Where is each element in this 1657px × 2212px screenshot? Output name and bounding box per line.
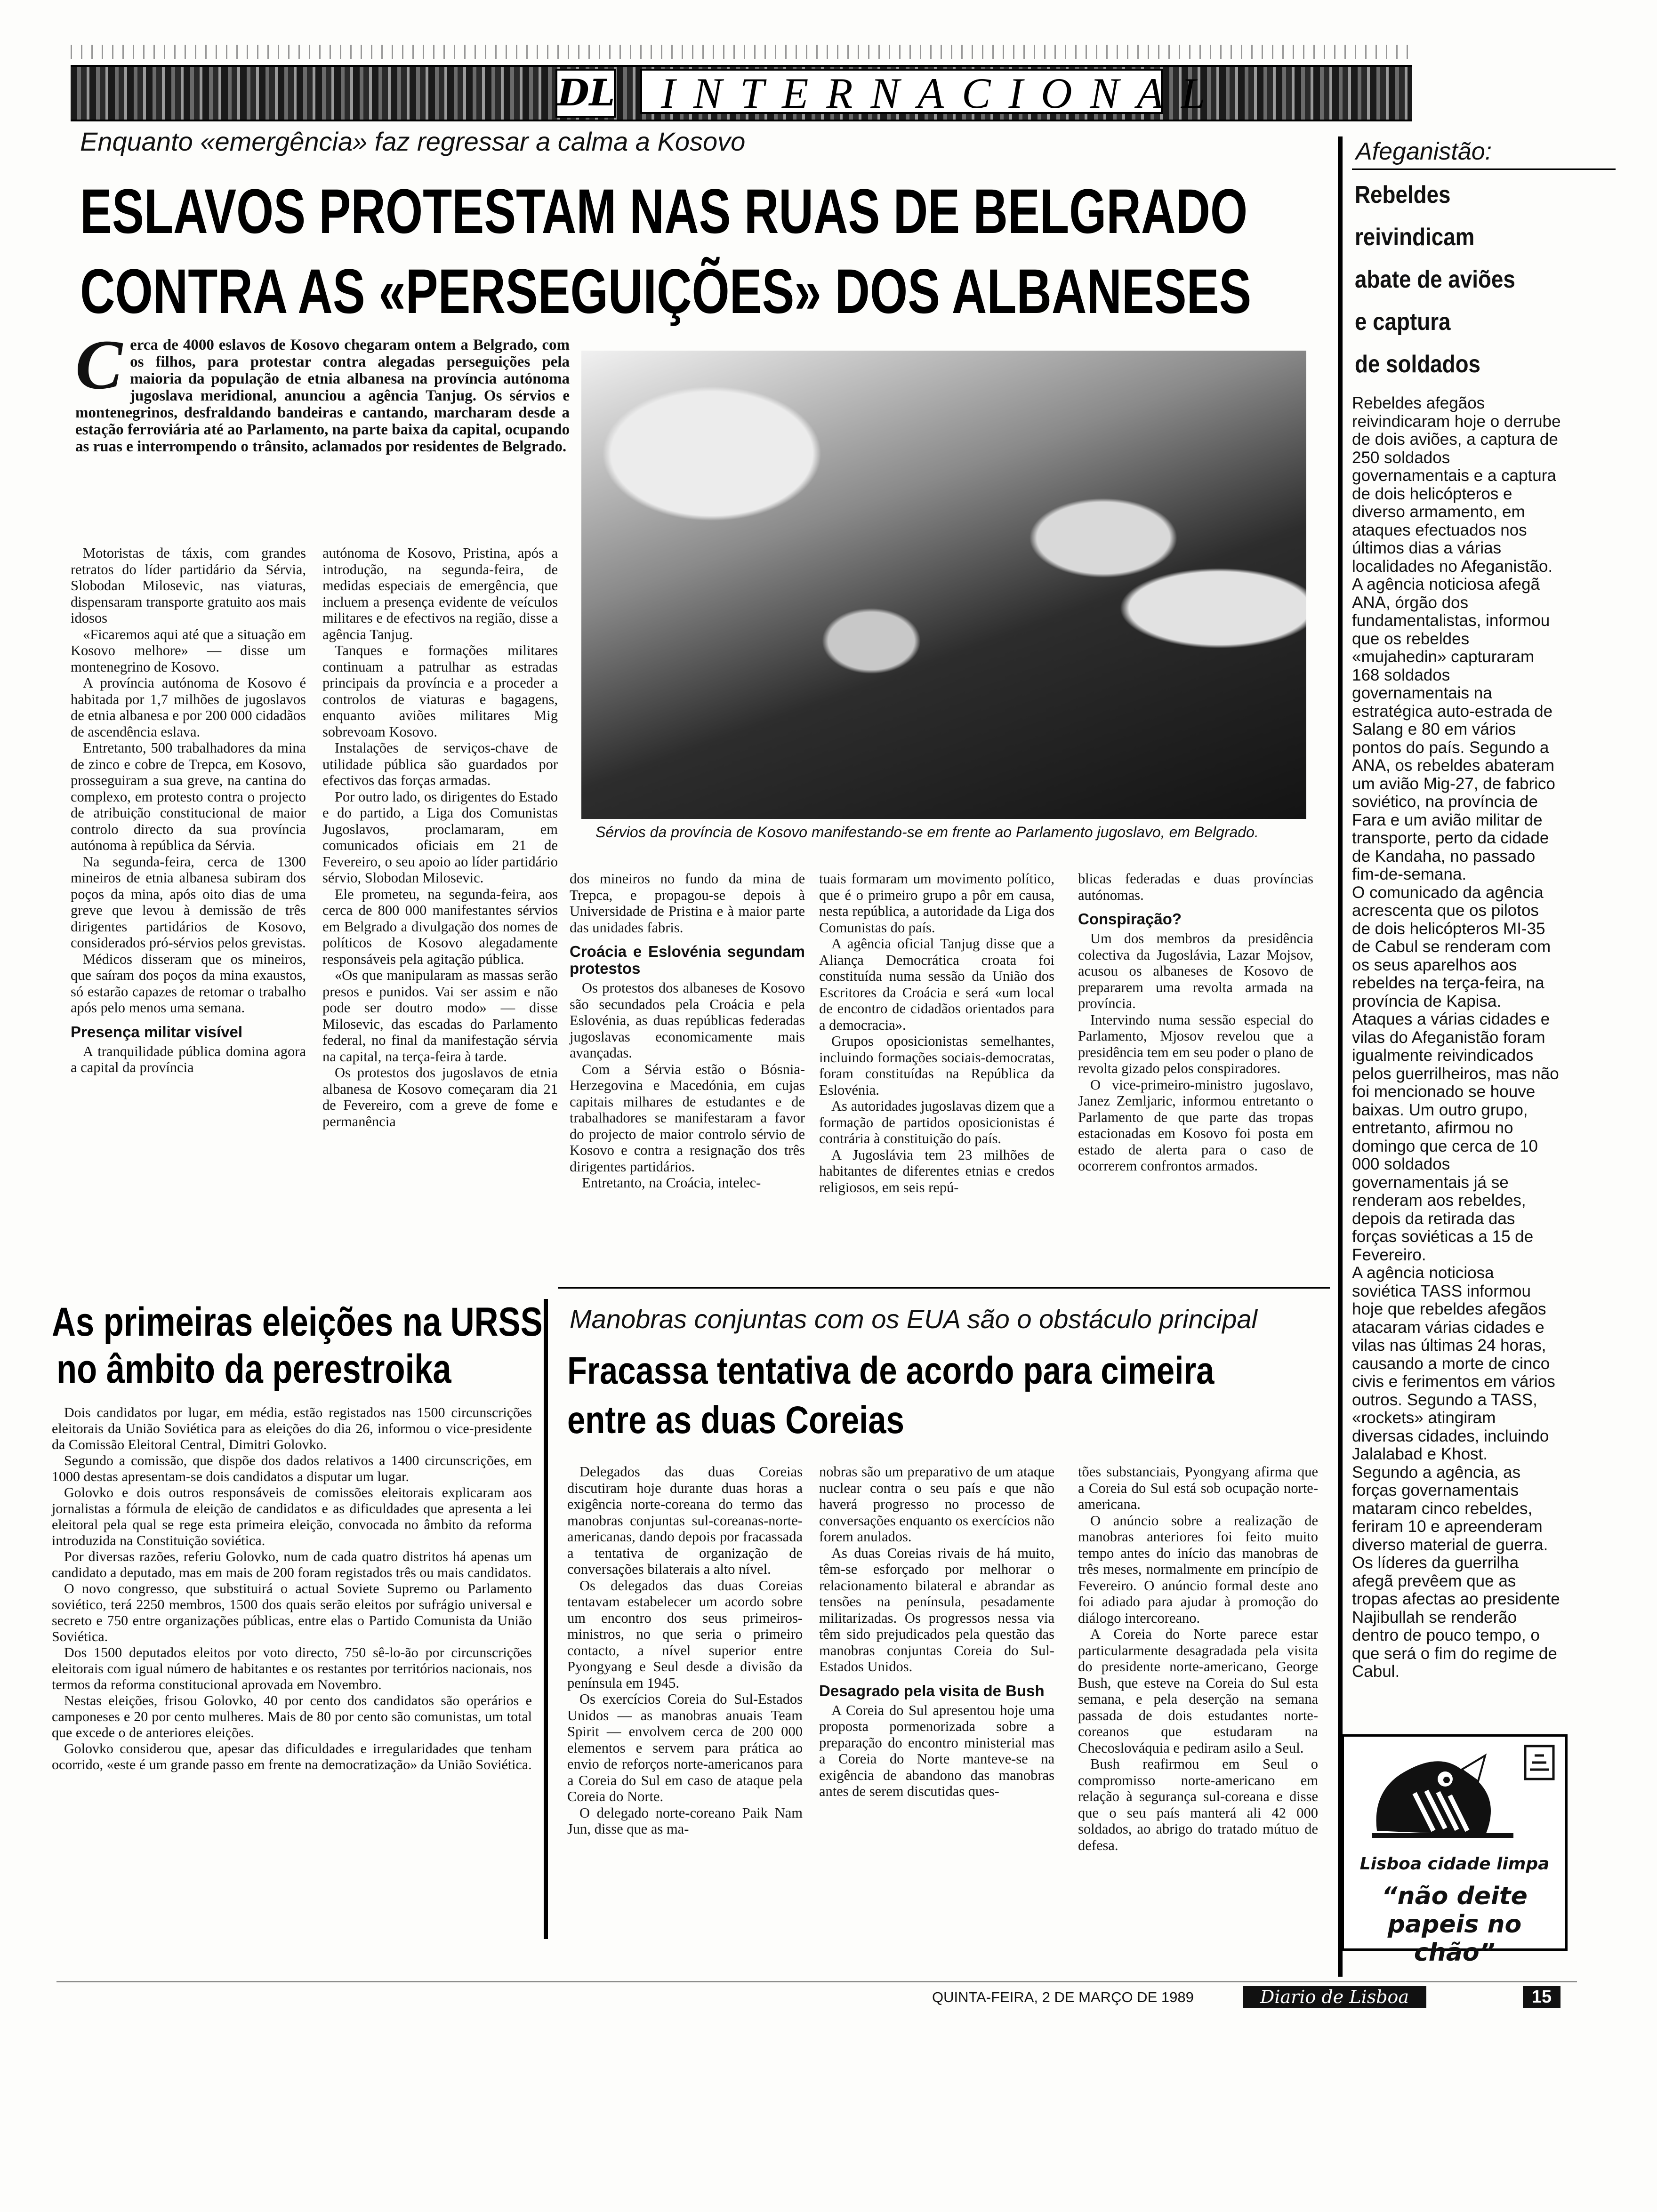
paragraph: autónoma de Kosovo, Pristina, após a introdução, na segunda-feira, de medidas especiais de emergência, que incluem a presença evidente de veículos militares e de efectivos na região, disse a agência Tanjug. [322,545,558,642]
sidebar-kicker-rule [1352,168,1616,170]
paragraph: «Ficaremos aqui até que a situação em Kosovo melhore» — disse um montenegrino de Kosovo. [71,626,306,675]
paragraph: O vice-primeiro-ministro jugoslavo, Janez Zemljaric, informou entretanto o Parlamento de que parte das tropas estacionadas em Kosovo foi posta em estado de alerta para o caso de ocorrerem confrontos armados. [1078,1076,1313,1174]
subhead: Desagrado pela visita de Bush [819,1682,1045,1699]
sidebar-headline-line: reivindicam [1355,224,1475,251]
kosovo-headline-line1: ESLAVOS PROTESTAM NAS RUAS DE BELGRADO [80,176,1248,247]
photo-caption: Sérvios da província de Kosovo manifestando-se em frente ao Parlamento jugoslavo, em Belgrado. [595,824,1259,841]
urss-divider [544,1299,548,1939]
protest-photo [581,351,1306,819]
paragraph: Dois candidatos por lugar, em média, estão registados nas 1500 circunscrições eleitorais da União Soviética para as eleições do dia 26, informou o vice-presidente da Comissão Eleitoral Central, Dimitri Golovko. [52,1405,532,1452]
sidebar-divider [1338,136,1343,1977]
paragraph: Golovko considerou que, apesar das dificuldades e irregularidades que tenham ocorrido, «este é um grande passo em frente na democratização» da União Soviética. [52,1741,532,1772]
paragraph: O delegado norte-coreano Paik Nam Jun, disse que as ma- [567,1804,803,1837]
lead-text: erca de 4000 eslavos de Kosovo chegaram ontem a Belgrado, com os filhos, para protestar contra alegadas perseguições pela maioria da população de etnia albanesa na província autónoma jugoslava meridional, anunciou a agência Tanjug. Os sérvios e montenegrinos, desfraldando bandeiras e cantando, marcharam desde a estação ferroviária até ao Parlamento, na parte baixa da capital, ocupando as ruas e interrompendo o trânsito, aclamados por residentes de Belgrado. [75,337,570,455]
ad-slogan: Lisboa cidade limpa [1359,1854,1550,1874]
ad-message-line1: “não deite [1382,1882,1528,1910]
kosovo-headline-line2: CONTRA AS «PERSEGUIÇÕES» DOS ALBANESES [80,256,1252,327]
paragraph: Um dos membros da presidência colectiva da Jugoslávia, Lazar Mojsov, acusou os albaneses de Kosovo de prepararem uma revolta armada na província. [1078,930,1313,1011]
paragraph: Intervindo numa sessão especial do Parlamento, Mjosov revelou que a presidência tem em seu poder o plano de revolta gizado pelos conspiradores. [1078,1011,1313,1076]
paragraph: Bush reafirmou em Seul o compromisso norte-americano em relação à segurança sul-coreana e disse que o seu país manterá ali 42 000 soldados, ao abrigo do tratado mútuo de defesa. [1078,1756,1318,1853]
paragraph: O novo congresso, que substituirá o actual Soviete Supremo ou Parlamento soviético, terá 2250 membros, 1500 dos quais serão eleitos por sufrágio universal e secreto e 750 entre organizações públicas, entre elas o Partido Comunista da União Soviética. [52,1581,532,1644]
paragraph: As autoridades jugoslavas dizem que a formação de partidos oposicionistas é contrária à constituição do país. [819,1098,1054,1146]
lisboa-ad [1342,1734,1568,1967]
bird-icon [1344,1737,1565,1854]
urss-headline-line1: As primeiras eleições na URSS [52,1299,543,1345]
sidebar-headline-line: de soldados [1355,351,1480,378]
paragraph: Entretanto, na Croácia, intelec- [582,1175,761,1191]
paragraph: Os delegados das duas Coreias tentavam estabelecer um acordo sobre um encontro dos seus primeiros-ministros, no que seria o primeiro contacto, a nível superior entre Pyongyang e Seul desde a divisão da península em 1945. [567,1577,803,1691]
subhead: Conspiração? [1078,910,1182,928]
coreias-column-1 [567,1464,803,1837]
kosovo-column-4 [819,871,1054,1195]
footer-date: QUINTA-FEIRA, 2 DE MARÇO DE 1989 [932,1989,1194,2005]
afeganistao-headline [1355,181,1609,378]
paragraph: Dos 1500 deputados eleitos por voto directo, 750 sê-lo-ão por circunscrições eleitorais com igual número de habitantes e os restantes por territórios nacionais, nos termos da reforma constitucional aprovada em Novembro. [52,1645,532,1692]
paragraph: tuais formaram um movimento político, que é o primeiro grupo a pôr em causa, nesta república, a autoridade da Liga dos Comunistas do país. [819,871,1054,936]
coreias-headline-line2: entre as duas Coreias [567,1399,904,1442]
kosovo-column-1 [71,545,306,1076]
paragraph: Segundo a agência, as forças governamentais mataram cinco rebeldes, feriram 10 e apreenderam diverso material de guerra. Os líderes da guerrilha afegã prevêem que as tropas afectas ao presidente Najibullah se renderão dentro de pouco tempo, o que será o fim do regime de Cabul. [1352,1463,1560,1681]
paragraph: Os protestos dos albaneses de Kosovo são secundados pela Croácia e pela Eslovénia, as duas repúblicas federadas jugoslavas economicamente mais avançadas. [570,980,805,1061]
sidebar-headline-line: Rebeldes [1355,181,1451,208]
paragraph: O comunicado da agência acrescenta que os pilotos de dois helicópteros MI-35 de Cabul se renderam com os seus aparelhos aos rebeldes na terça-feira, na província de Kapisa. Ataques a várias cidades e vilas do Afeganistão foram igualmente reivindicados pelos guerrilheiros, mas não foi mencionado se houve baixas. Um outro grupo, entretanto, afirmou no domingo que cerca de 10 000 soldados governamentais já se renderam aos rebeldes, depois da retirada das forças soviéticas a 15 de Fevereiro. [1352,883,1559,1264]
sidebar-headline-line: abate de aviões [1355,266,1515,293]
paragraph: Golovko e dois outros responsáveis de comissões eleitorais explicaram aos jornalistas a fórmula de eleição de candidatos e as dificuldades que apresenta a lei eleitoral pela qual se rege esta primeira eleição, convocada no âmbito da reforma introduzida na Constituição soviética. [52,1485,532,1548]
subhead: Croácia e Eslovénia segundam protestos [570,943,805,977]
urss-body [52,1405,532,1773]
paragraph: A província autónoma de Kosovo é habitada por 1,7 milhões de jugoslavos de etnia albanesa e por 200 000 cidadãos de ascendência eslava. [71,675,306,740]
kosovo-column-3 [570,871,805,1191]
paragraph: A Jugoslávia tem 23 milhões de habitantes de diferentes etnias e credos religiosos, em seis repú- [819,1146,1054,1195]
coreias-column-2 [819,1464,1054,1800]
coreias-top-rule [558,1287,1330,1289]
paragraph: «Os que manipularam as massas serão presos e punidos. Vai ser assim e não pode ser doutro modo» — disse Milosevic, das escadas do Parlamento federal, no final da manifestação sérvia na capital, na terça-feira à tarde. [322,967,558,1065]
ad-message-line2: papeis no chão” [1387,1910,1522,1967]
section-title: INTERNACIONAL [640,69,1163,114]
paragraph: Rebeldes afegãos reivindicaram hoje o derrube de dois aviões, a captura de 250 soldados governamentais e a captura de dois helicópteros e diverso armamento, em ataques efectuados nos últimos dias a várias localidades no Afeganistão. [1352,394,1561,576]
page-number: 15 [1523,1986,1560,2008]
footer-paper-name: Diario de Lisboa [1243,1986,1426,2008]
kosovo-column-5 [1078,871,1313,1174]
paragraph: A Coreia do Sul apresentou hoje uma proposta pormenorizada sobre a preparação do encontro ministerial mas a Coreia do Norte manteve-se na exigência de abandono das manobras antes de serem discutidas ques- [819,1702,1054,1799]
paragraph: tões substanciais, Pyongyang afirma que a Coreia do Sul está sob ocupação norte-americana. [1078,1464,1318,1512]
kosovo-column-2 [322,545,558,1130]
dropcap: C [75,326,123,404]
subhead: Presença militar visível [71,1023,243,1041]
top-dotted-rule [71,45,1412,59]
paragraph: A agência noticiosa soviética TASS informou hoje que rebeldes afegãos atacaram várias cidades e vilas nas últimas 24 horas, causando a morte de cinco civis e ferimentos em vários outros. Segundo a TASS, «rockets» atingiram diversas cidades, incluindo Jalalabad e Khost. [1352,1264,1555,1463]
footer-rule [56,1981,1577,1982]
paragraph: Médicos disseram que os mineiros, que saíram dos poços da mina exaustos, só estarão capazes de retomar o trabalho após pelo menos uma semana. [71,951,306,1016]
dl-logo: DL [555,69,616,118]
paragraph: Motoristas de táxis, com grandes retratos do líder partidário da Sérvia, Slobodan Milosevic, nas viaturas, dispensaram transporte gratuito aos mais idosos [71,545,306,626]
paragraph: As duas Coreias rivais de há muito, têm-se esforçado por melhorar o relacionamento bilateral e abrandar as tensões na península, pesadamente militarizadas. Os progressos nessa via têm sido prejudicados pela questão das manobras conjuntas Coreia do Sul-Estados Unidos. [819,1545,1054,1675]
kosovo-kicker: Enquanto «emergência» faz regressar a calma a Kosovo [80,127,746,156]
paragraph: A Coreia do Norte parece estar particularmente desagradada pela visita do presidente norte-americano, George Bush, que esteve na Coreia do Sul esta semana, e pela deserção na semana passada de dois estudantes norte-coreanos que estudaram na Checoslováquia e pediram asilo a Seul. [1078,1626,1318,1756]
paragraph: blicas federadas e duas províncias autónomas. [1078,871,1313,903]
kosovo-lead [75,326,570,455]
afeganistao-kicker: Afeganistão: [1356,138,1492,165]
paragraph: O anúncio sobre a realização de manobras anteriores foi feito muito tempo antes do início das manobras de três meses, normalmente em princípio de Fevereiro. O anúncio formal deste ano foi adiado para ajudar à promoção do diálogo intercoreano. [1078,1512,1318,1626]
paragraph: A agência noticiosa afegã ANA, órgão dos fundamentalistas, informou que os rebeldes «mujahedin» capturaram 168 soldados governamentais na estratégica auto-estrada de Salang e 80 em vários pontos do país. Segundo a ANA, os rebeldes abateram um avião Mig-27, de fabrico soviético, na província de Fara e um avião militar de transporte, perto da cidade de Kandaha, no passado fim-de-semana. [1352,575,1555,883]
paragraph: Entretanto, 500 trabalhadores da mina de zinco e cobre de Trepca, em Kosovo, prosseguiram a sua greve, na cantina do complexo, em protesto contra o projecto de atribuição constitucional de maior controlo directo da sua província autónoma à república da Sérvia. [71,740,306,853]
coreias-kicker: Manobras conjuntas com os EUA são o obstáculo principal [570,1304,1257,1334]
paragraph: Tanques e formações militares continuam a patrulhar as estradas principais da província e a proceder a controlos de viaturas e bagagens, enquanto aviões militares Mig sobrevoam Kosovo. [322,642,558,740]
paragraph: Com a Sérvia estão o Bósnia-Herzegovina e Macedónia, em cujas capitais milhares de estudantes e de trabalhadores se manifestaram a favor do projecto de maior controlo sérvio de Kosovo e contra a resignação dos três dirigentes partidários. [570,1061,805,1175]
paragraph: Instalações de serviços-chave de utilidade pública são guardados por efectivos das forças armadas. [322,740,558,788]
coreias-column-3 [1078,1464,1318,1853]
paragraph: A agência oficial Tanjug disse que a Aliança Democrática croata foi constituída numa sessão da União dos Escritores da Croácia e será «um local de encontro de cidadãos orientados para a democracia». [819,936,1054,1033]
paragraph: Por diversas razões, referiu Golovko, num de cada quatro distritos há apenas um candidato a deputado, mas em mais de 200 foram registados três ou mais candidatos. [52,1549,532,1580]
paragraph: dos mineiros no fundo da mina de Trepca, e propagou-se depois à Universidade de Pristina e à maior parte das unidades fabris. [570,871,805,936]
paragraph: Grupos oposicionistas semelhantes, incluindo formações sociais-democratas, foram constituídas na República da Eslovénia. [819,1033,1054,1098]
urss-headline-line2: no âmbito da perestroika [56,1346,451,1392]
paragraph: Na segunda-feira, cerca de 1300 mineiros de etnia albanesa subiram dos poços da mina, após oito dias de uma greve que levou à demissão de três dirigentes partidários de Kosovo, considerados pró-sérvios pelos grevistas. [71,853,306,951]
paragraph: Nestas eleições, frisou Golovko, 40 por cento dos candidatos são operários e camponeses e 20 por cento mulheres. Mais de 80 por cento são comunistas, um total que excede o de anteriores eleições. [52,1693,532,1740]
sidebar-headline-line: e captura [1355,308,1451,336]
paragraph: Os exercícios Coreia do Sul-Estados Unidos — as manobras anuais Team Spirit — envolvem cerca de 200 000 elementos e servem para prática ao envio de reforços norte-americanos para a Coreia do Sul em caso de ataque pela Coreia do Norte. [567,1691,803,1804]
paragraph: A tranquilidade pública domina agora a capital da província [71,1043,306,1075]
paragraph: Ele prometeu, na segunda-feira, aos cerca de 800 000 manifestantes sérvios em Belgrado a divulgação dos nomes de políticos de Kosovo alegadamente responsáveis pela agitação pública. [322,886,558,967]
paragraph: Os protestos dos jugoslavos de etnia albanesa de Kosovo começaram dia 21 de Fevereiro, com a greve de fome e permanência [322,1065,558,1130]
paragraph: Delegados das duas Coreias discutiram hoje durante duas horas a exigência norte-coreana do termo das manobras conjuntas sul-coreanas-norte-americanas, dando depois por fracassada a tentativa de organização de conversações bilaterais a alto nível. [567,1464,803,1577]
paragraph: Segundo a comissão, que dispõe dos dados relativos a 1400 circunscrições, em 1000 destas apresentam-se dois candidatos a disputar um lugar. [52,1453,532,1484]
paragraph: nobras são um preparativo de um ataque nuclear contra o seu país e que não haverá progresso no processo de conversações enquanto os exercícios não forem anulados. [819,1464,1054,1545]
coreias-headline-line1: Fracassa tentativa de acordo para cimeira [567,1349,1215,1392]
afeganistao-body [1352,394,1561,1681]
paragraph: Por outro lado, os dirigentes do Estado e do partido, a Liga dos Comunistas Jugoslavos, proclamaram, em comunicados oficiais em 21 de Fevereiro, o seu apoio ao líder partidário sérvio, Slobodan Milosevic. [322,788,558,886]
